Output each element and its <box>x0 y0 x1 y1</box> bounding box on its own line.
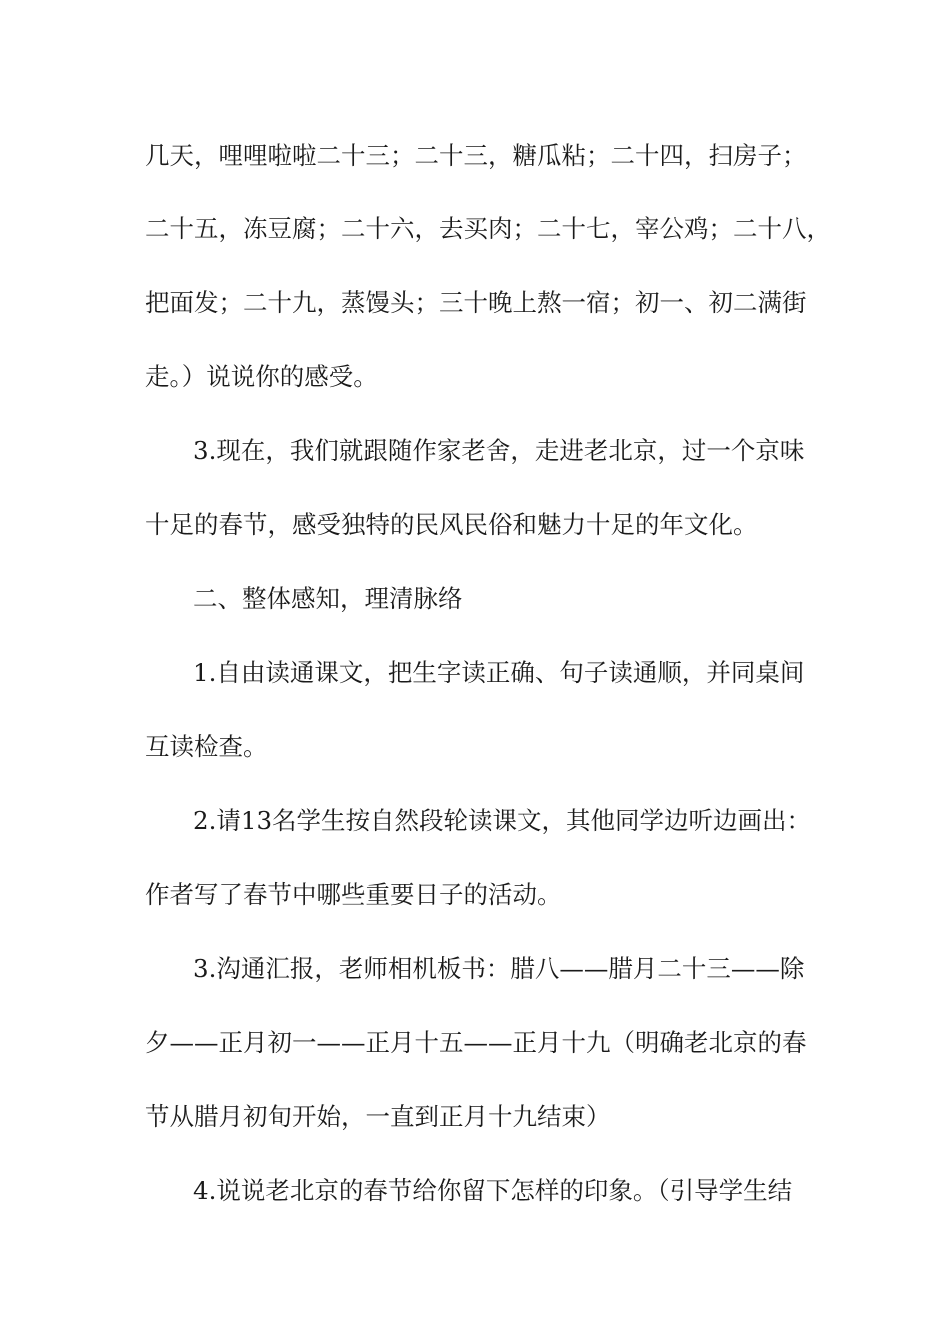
paragraph-first-line: 2.请13名学生按自然段轮读课文，其他同学边听边画出： <box>193 806 812 835</box>
paragraph-first-line: 1.自由读通课文，把生字读正确、句子读通顺，并同桌间 <box>193 658 805 687</box>
paragraph-first-line: 3.现在，我们就跟随作家老舍，走进老北京，过一个京味 <box>193 436 805 465</box>
text-line: 夕——正月初一——正月十五——正月十九（明确老北京的春 <box>145 1028 807 1057</box>
text-line: 作者写了春节中哪些重要日子的活动。 <box>145 880 562 909</box>
text-line: 互读检查。 <box>145 732 268 761</box>
text-line: 二十五，冻豆腐；二十六，去买肉；二十七，宰公鸡；二十八， <box>145 214 831 243</box>
paragraph-first-line: 3.沟通汇报，老师相机板书：腊八——腊月二十三——除 <box>193 954 805 983</box>
section-heading: 二、整体感知，理清脉络 <box>193 584 463 613</box>
paragraph-first-line: 4.说说老北京的春节给你留下怎样的印象。（引导学生结 <box>193 1176 793 1205</box>
text-line: 走。）说说你的感受。 <box>145 362 378 391</box>
text-line: 节从腊月初旬开始，一直到正月十九结束） <box>145 1102 611 1131</box>
text-line: 把面发；二十九，蒸馒头；三十晚上熬一宿；初一、初二满街 <box>145 288 807 317</box>
text-line: 几天，哩哩啦啦二十三；二十三，糖瓜粘；二十四，扫房子； <box>145 141 807 170</box>
text-line: 十足的春节，感受独特的民风民俗和魅力十足的年文化。 <box>145 510 758 539</box>
